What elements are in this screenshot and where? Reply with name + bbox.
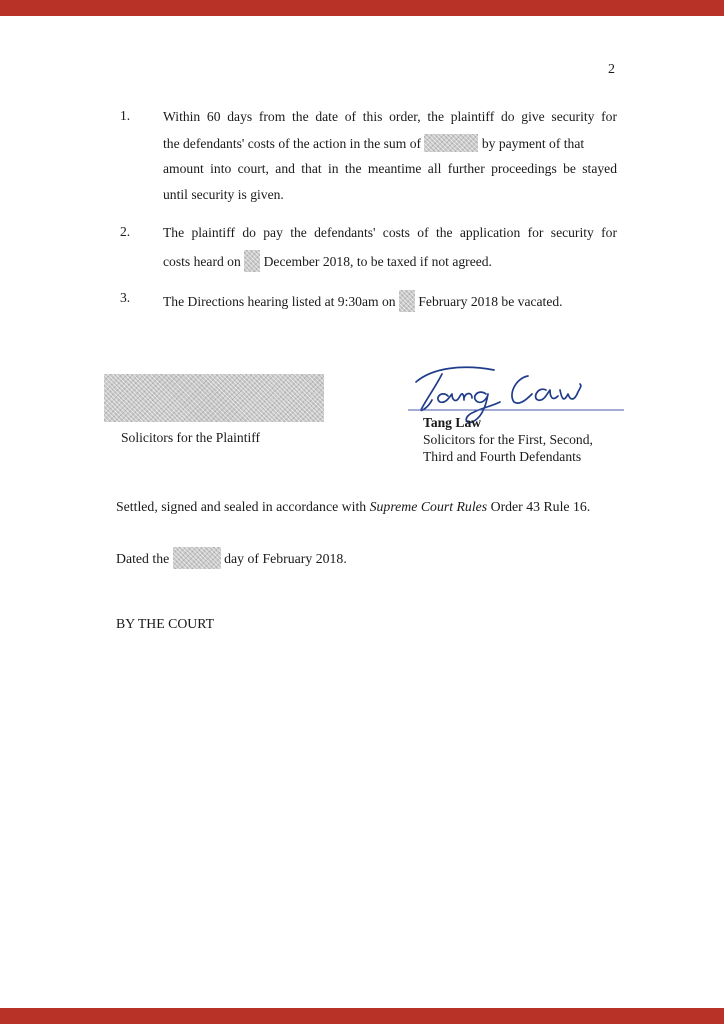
redacted-day xyxy=(173,547,221,569)
order-number: 2. xyxy=(120,224,131,239)
settled-text: Order 43 Rule 16. xyxy=(487,499,591,514)
top-frame-band xyxy=(0,0,724,16)
order-line xyxy=(163,290,617,316)
order-line: The plaintiff do pay the defendants' costs of the application for security for xyxy=(163,225,617,240)
order-text: February 2018 be vacated. xyxy=(418,294,563,309)
dated-statement xyxy=(116,547,347,569)
order-body xyxy=(163,224,617,276)
by-the-court: BY THE COURT xyxy=(116,616,215,631)
settled-text: Settled, signed and sealed in accordance with xyxy=(116,499,370,514)
plaintiff-solicitors-label: Solicitors for the Plaintiff xyxy=(121,430,261,445)
order-line: until security is given. xyxy=(163,187,284,202)
dated-text: day of February 2018. xyxy=(224,551,347,566)
order-text: December 2018, to be taxed if not agreed. xyxy=(263,254,492,269)
order-text: the defendants' costs of the action in the sum of xyxy=(163,136,422,151)
defendant-solicitors-block xyxy=(423,414,593,465)
defendant-role-line: Third and Fourth Defendants xyxy=(423,449,582,464)
redacted-plaintiff-signature xyxy=(104,374,324,422)
order-text: The Directions hearing listed at 9:30am on xyxy=(163,294,396,309)
order-line xyxy=(163,134,617,160)
redacted-amount xyxy=(424,134,478,152)
page-number: 2 xyxy=(608,62,615,77)
order-number: 1. xyxy=(120,108,131,123)
order-text: costs heard on xyxy=(163,254,241,269)
defendant-firm-name: Tang Law xyxy=(423,415,482,430)
order-line xyxy=(163,250,617,276)
bottom-frame-band xyxy=(0,1008,724,1024)
dated-text: Dated the xyxy=(116,551,170,566)
order-line: Within 60 days from the date of this order, the plaintiff do give security for xyxy=(163,109,617,124)
settled-statement xyxy=(116,499,590,515)
defendant-role-line: Solicitors for the First, Second, xyxy=(423,432,593,447)
redacted-date xyxy=(399,290,415,312)
order-body xyxy=(163,108,617,212)
order-number: 3. xyxy=(120,290,131,305)
settled-rules-italic: Supreme Court Rules xyxy=(369,499,488,514)
redacted-date xyxy=(244,250,260,272)
order-text: by payment of that xyxy=(481,136,585,151)
order-line: amount into court, and that in the meantime all further proceedings be stayed xyxy=(163,161,617,176)
order-body xyxy=(163,290,617,316)
